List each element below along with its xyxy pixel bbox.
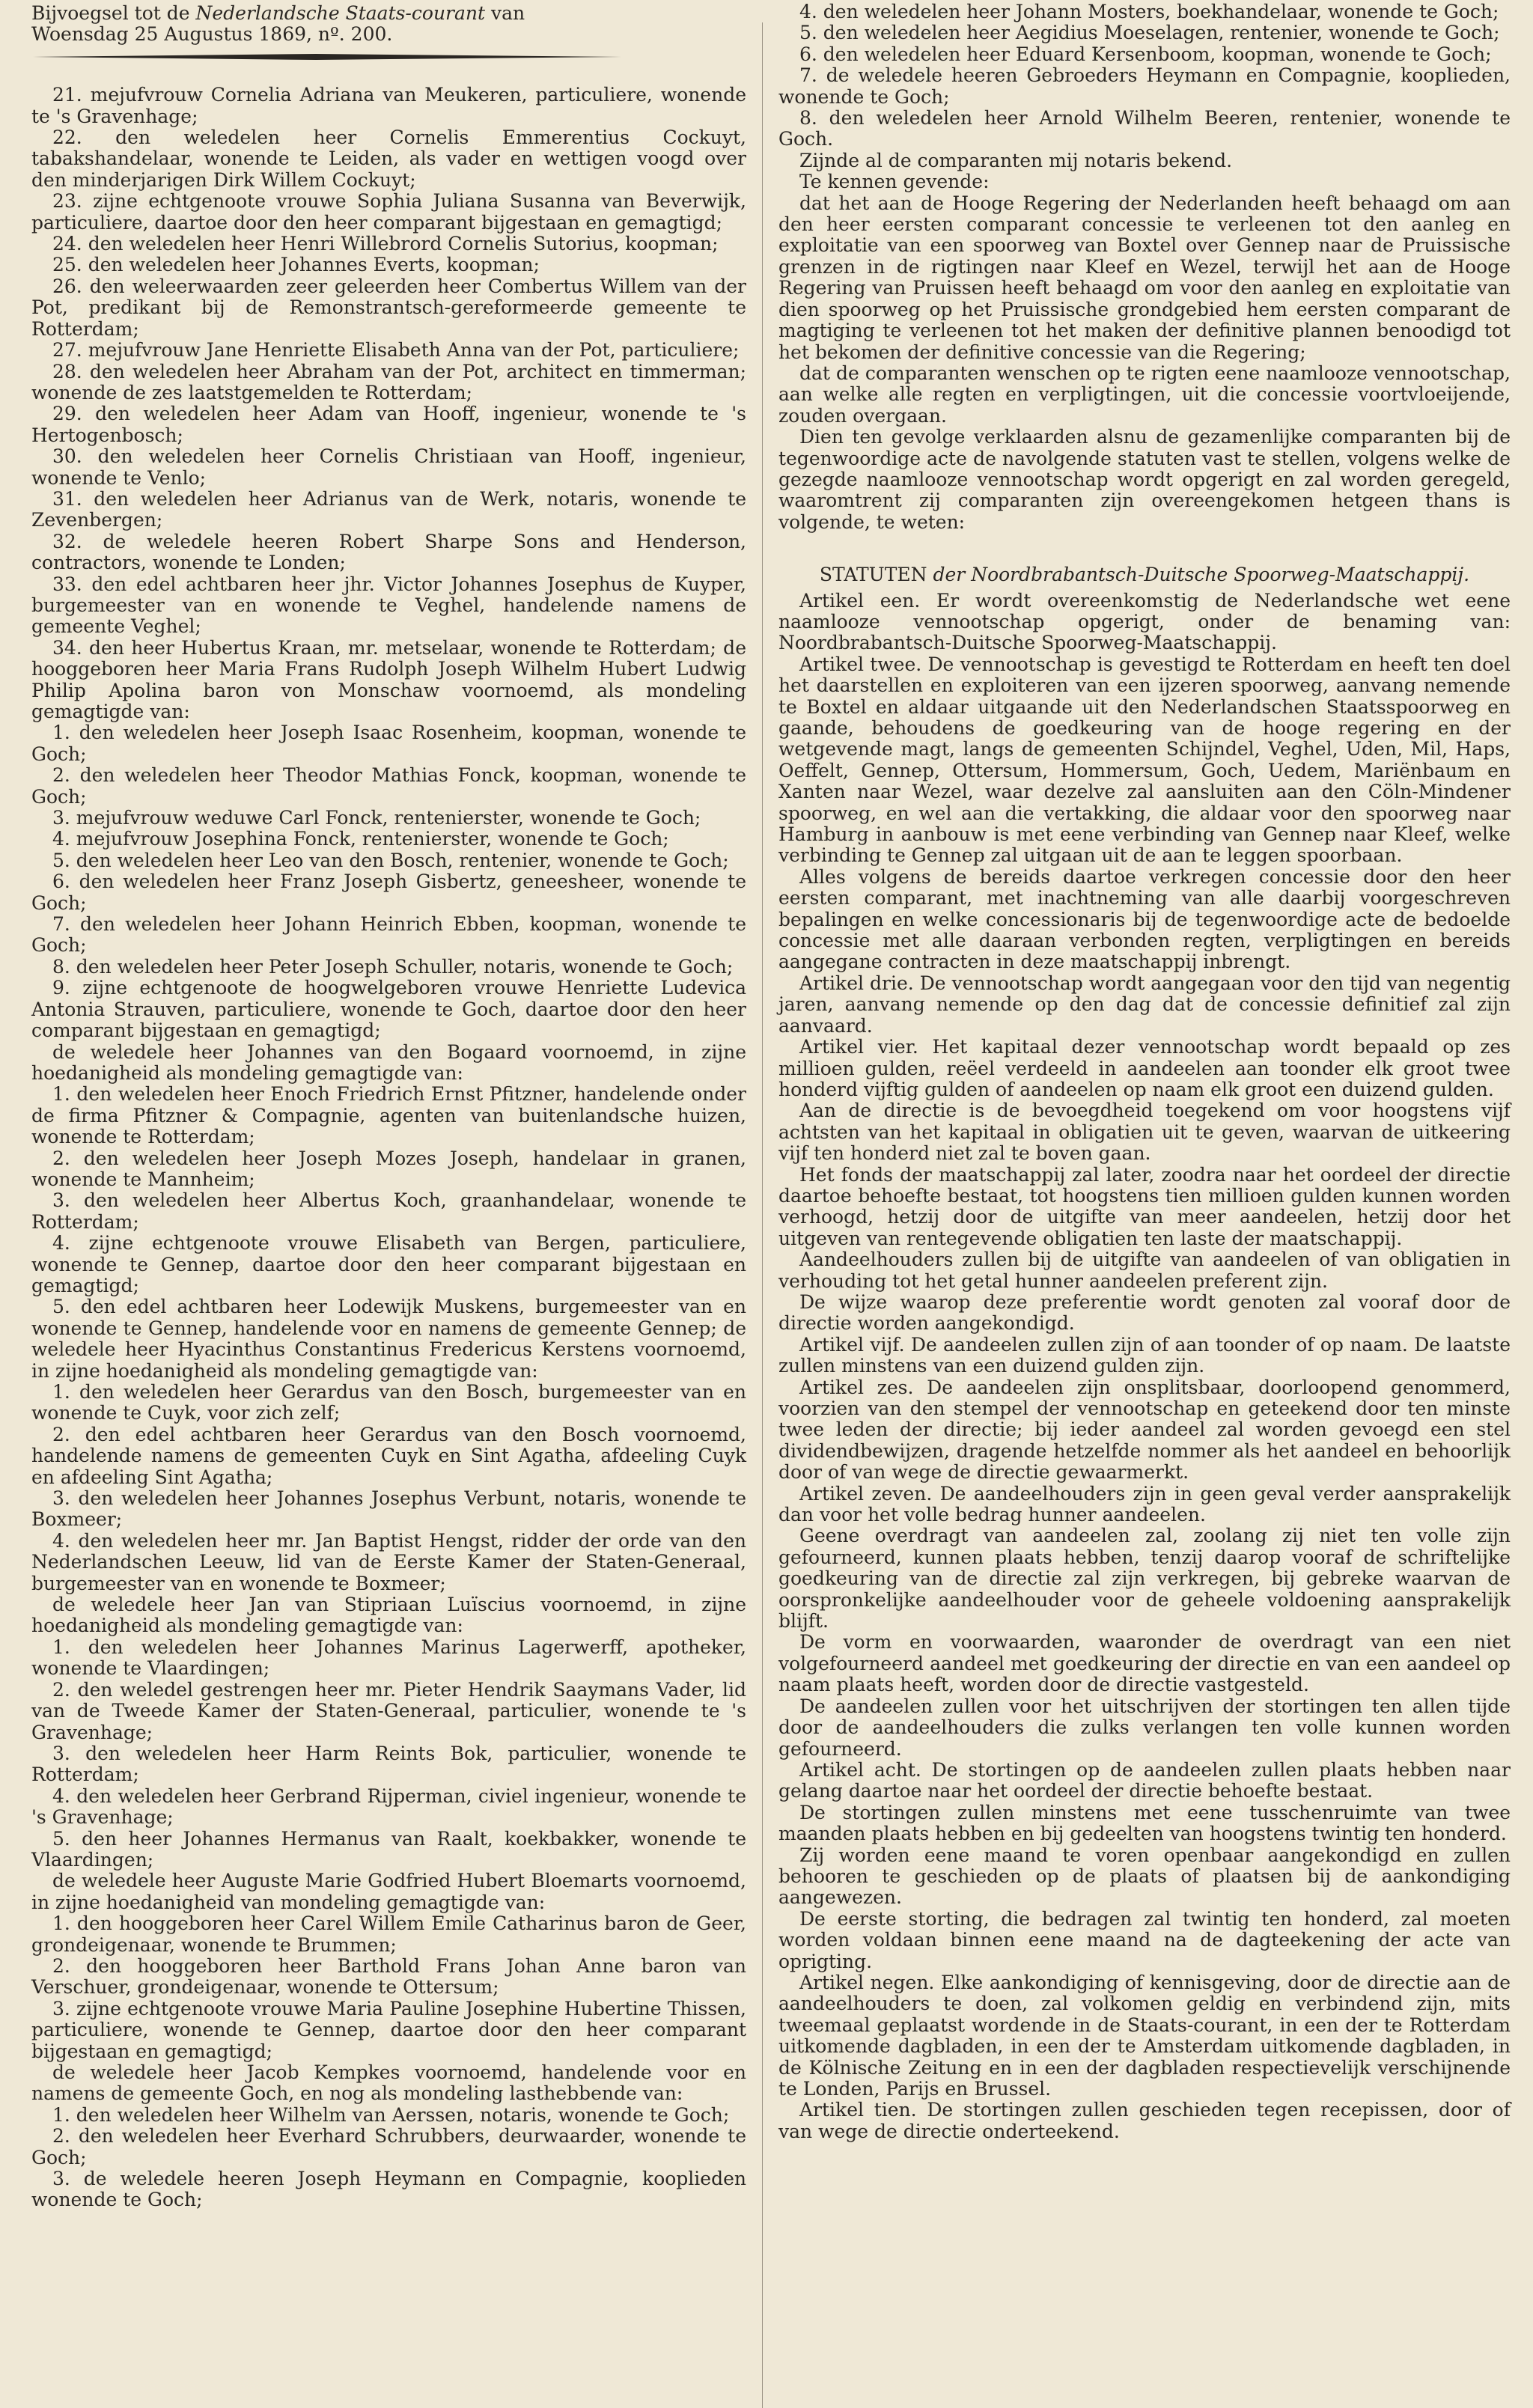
paragraph: 26. den weleerwaarden zeer geleerden heer Combertus Willem van der Pot, predikant bij de Remonstrantsch-gereformeerde gemeente te Rotterdam; — [31, 275, 746, 340]
paragraph: 34. den heer Hubertus Kraan, mr. metselaar, wonende te Rotterdam; de hooggeboren heer Maria Frans Rudolph Joseph Wilhelm Hubert Ludwig Philip Apolina baron von Monschaw voornoemd, als mondeling gemagtigde van: — [31, 636, 746, 722]
paragraph: 2. den hooggeboren heer Barthold Frans Johan Anne baron van Verschuer, grondeigenaar, wonende te Ottersum; — [31, 1954, 746, 1999]
article-paragraph: Artikel een. Er wordt overeenkomstig de Nederlandsche wet eene naamlooze vennootschap opgerigt, onder de benaming van: Noordbrabantsch-Duitsche Spoorweg-Maatschappij. — [778, 589, 1511, 654]
paragraph: 3. den weledelen heer Johannes Josephus Verbunt, notaris, wonende te Boxmeer; — [31, 1487, 746, 1531]
article-paragraph: Artikel vier. Het kapitaal dezer vennootschap wordt bepaald op zes millioen gulden, reëel verdeeld in aandeelen aan toonder elk groot twee honderd vijftig gulden of aandeelen op naam elk groot een duizend gulden. — [778, 1036, 1511, 1100]
paragraph: 4. den weledelen heer mr. Jan Baptist Hengst, ridder der orde van den Nederlandschen Leeuw, lid van de Eerste Kamer der Staten-Generaal, burgemeester van en wonende te Boxmeer; — [31, 1529, 746, 1594]
paragraph: 25. den weledelen heer Johannes Everts, koopman; — [52, 254, 540, 276]
article-paragraph: De eerste storting, die bedragen zal twintig ten honderd, zal moeten worden voldaan binnen eene maand na de dagteekening der acte van oprigting. — [778, 1907, 1511, 1972]
paragraph: Dien ten gevolge verklaarden alsnu de gezamenlijke comparanten bij de tegenwoordige acte de navolgende statuten vast te stellen, volgens welke de gezegde naamlooze vennootschap wordt opgerigt en zal worden geregeld, waaromtrent zij comparanten zijn overeengekomen hetgeen thans is volgende, te weten: — [778, 426, 1511, 533]
paragraph: 31. den weledelen heer Adrianus van de Werk, notaris, wonende te Zevenbergen; — [31, 487, 746, 531]
paragraph: dat de comparanten wenschen op te rigten eene naamlooze vennootschap, aan welke alle regten en verpligtingen, uit die concessie voortvloeijende, zouden overgaan. — [778, 362, 1511, 427]
paragraph: 2. den weledelen heer Theodor Mathias Fonck, koopman, wonende te Goch; — [31, 764, 746, 808]
statuten-heading-prefix: STATUTEN — [819, 564, 933, 586]
right-column-statuten-text — [778, 591, 1511, 2143]
paragraph: 5. den heer Johannes Hermanus van Raalt, koekbakker, wonende te Vlaardingen; — [31, 1827, 746, 1871]
paragraph: dat het aan de Hooge Regering der Nederlanden heeft behaagd om aan den heer eersten comparant concessie te verleenen tot den aanleg en exploitatie van een spoorweg van Boxtel over Gennep naar de Pruissische grenzen in de rigtingen naar Kleef en Wezel, terwijl het aan de Hooge Regering van Pruissen heeft behaagd om voor den aanleg en exploitatie van dien spoorweg op het Pruissische grondgebied hem eersten comparant de magtiging te verleenen tot het maken der definitive plannen benoodigd tot het bekomen der definitive concessie van die Regering; — [778, 192, 1511, 363]
paragraph: 2. den weledelen heer Joseph Mozes Joseph, handelaar in granen, wonende te Mannheim; — [31, 1147, 746, 1190]
article-paragraph: Artikel acht. De stortingen op de aandeelen zullen plaats hebben naar gelang daartoe naar het oordeel der directie behoefte bestaat. — [778, 1758, 1511, 1802]
paragraph: 1. den weledelen heer Johannes Marinus Lagerwerff, apotheker, wonende te Vlaardingen; — [31, 1636, 746, 1680]
column-divider — [762, 22, 763, 2408]
header-date-line: Woensdag 25 Augustus 1869, nº. 200. — [31, 23, 393, 46]
article-paragraph: Aandeelhouders zullen bij de uitgifte van aandeelen of van obligatien in verhouding tot het getal hunner aandeelen preferent zijn. — [778, 1249, 1511, 1292]
statuten-heading-title: der Noordbrabantsch-Duitsche Spoorweg-Maatschappij. — [933, 564, 1470, 586]
article-paragraph: Alles volgens de bereids daartoe verkregen concessie door den heer eersten comparant, met inachtneming van alle daarbij voorgeschreven bepalingen en welke concessionaris bij de tegenwoordige acte de bedoelde concessie met alle daaraan verbonden regten, verpligtingen en bereids aangegane contracten in deze maatschappij inbrengt. — [778, 865, 1511, 973]
paragraph: 1. den hooggeboren heer Carel Willem Emile Catharinus baron de Geer, grondeigenaar, wonende te Brummen; — [31, 1912, 746, 1956]
paragraph: 32. de weledele heeren Robert Sharpe Sons and Henderson, contractors, wonende te Londen; — [31, 530, 746, 574]
paragraph: 23. zijne echtgenoote vrouwe Sophia Juliana Susanna van Beverwijk, particuliere, daartoe door den heer comparant bijgestaan en gemagtigd; — [31, 190, 746, 234]
statuten-heading — [778, 564, 1511, 585]
header-suffix: van — [485, 2, 525, 24]
paragraph: 21. mejufvrouw Cornelia Adriana van Meukeren, particuliere, wonende te 's Gravenhage; — [31, 84, 746, 127]
paragraph: 27. mejufvrouw Jane Henriette Elisabeth Anna van der Pot, particuliere; — [52, 339, 740, 362]
paragraph: 24. den weledelen heer Henri Willebrord Cornelis Sutorius, koopman; — [52, 233, 719, 255]
paragraph: 5. den weledelen heer Aegidius Moeselagen, rentenier, wonende te Goch; — [799, 22, 1500, 44]
paragraph: 1. den weledelen heer Enoch Friedrich Ernst Pfitzner, handelende onder de firma Pfitzner & Compagnie, agenten van buitenlandsche huizen, wonende te Rotterdam; — [31, 1083, 746, 1148]
paragraph: 5. den edel achtbaren heer Lodewijk Muskens, burgemeester van en wonende te Gennep, handelende voor en namens de gemeente Gennep; de weledele heer Hyacinthus Constantinus Fredericus Kerstens voornoemd, in zijne hoedanigheid als mondeling gemagtigde van: — [31, 1296, 746, 1382]
paragraph: 3. de weledele heeren Joseph Heymann en Compagnie, kooplieden wonende te Goch; — [31, 2168, 746, 2211]
paragraph: 28. den weledelen heer Abraham van der Pot, architect en timmerman; wonende de zes laatstgemelden te Rotterdam; — [31, 360, 746, 403]
header-prefix: Bijvoegsel tot de — [31, 2, 196, 24]
article-paragraph: De wijze waarop deze preferentie wordt genoten zal vooraf door de directie worden aangekondigd. — [778, 1290, 1511, 1335]
article-paragraph: De stortingen zullen minstens met eene tusschenruimte van twee maanden plaats hebben en bij gedeelten van hoogstens twintig ten honderd. — [778, 1801, 1511, 1845]
left-column-text — [31, 85, 746, 2211]
paragraph: 3. zijne echtgenoote vrouwe Maria Pauline Josephine Hubertine Thissen, particuliere, wonende te Gennep, daartoe door den heer comparant bijgestaan en gemagtigd; — [31, 1997, 746, 2062]
paragraph: 4. mejufvrouw Josephina Fonck, rentenierster, wonende te Goch; — [52, 828, 669, 850]
paragraph: 2. den weledelen heer Everhard Schrubbers, deurwaarder, wonende te Goch; — [31, 2125, 746, 2168]
header-publication-title: Nederlandsche Staats-courant — [195, 2, 486, 24]
article-paragraph: Zij worden eene maand te voren openbaar aangekondigd en zullen behooren te geschieden op de plaats of plaatsen bij de aankondiging aangewezen. — [778, 1844, 1511, 1909]
header-line-1 — [31, 3, 746, 24]
paragraph: 9. zijne echtgenoote de hoogwelgeboren vrouwe Henriette Ludevica Antonia Strauven, particuliere, wonende te Goch, daartoe door den heer comparant bijgestaan en gemagtigd; — [31, 977, 746, 1042]
article-paragraph: De aandeelen zullen voor het uitschrijven der stortingen ten allen tijde door de aandeelhouders die zulks verlangen ten volle kunnen worden gefourneerd. — [778, 1695, 1511, 1760]
paragraph: 7. den weledelen heer Johann Heinrich Ebben, koopman, wonende te Goch; — [31, 913, 746, 957]
paragraph: Zijnde al de comparanten mij notaris bekend. — [799, 149, 1233, 171]
paragraph: 4. den weledelen heer Johann Mosters, boekhandelaar, wonende te Goch; — [799, 1, 1499, 22]
paragraph: 22. den weledelen heer Cornelis Emmerentius Cockuyt, tabakshandelaar, wonende te Leiden, als vader en wettigen voogd over den minderjarigen Dirk Willem Cockuyt; — [31, 127, 746, 191]
paragraph: 5. den weledelen heer Leo van den Bosch, rentenier, wonende te Goch; — [52, 849, 729, 871]
paragraph: 2. den edel achtbaren heer Gerardus van den Bosch voornoemd, handelende namens de gemeenten Cuyk en Sint Agatha, afdeeling Cuyk en afdeeling Sint Agatha; — [31, 1423, 746, 1488]
article-paragraph: Artikel vijf. De aandeelen zullen zijn of aan toonder of op naam. De laatste zullen minstens van een duizend gulden zijn. — [778, 1333, 1511, 1377]
paragraph: 8. den weledelen heer Arnold Wilhelm Beeren, rentenier, wonende te Goch. — [778, 107, 1511, 150]
page-header — [31, 3, 746, 46]
paragraph: 3. den weledelen heer Harm Reints Bok, particulier, wonende te Rotterdam; — [31, 1742, 746, 1786]
paragraph: 7. de weledele heeren Gebroeders Heymann en Compagnie, kooplieden, wonende te Goch; — [778, 64, 1511, 108]
paragraph: 33. den edel achtbaren heer jhr. Victor Johannes Josephus de Kuyper, burgemeester van en wonende te Veghel, handelende namens de gemeente Veghel; — [31, 573, 746, 638]
paragraph: 6. den weledelen heer Franz Joseph Gisbertz, geneesheer, wonende te Goch; — [31, 871, 746, 914]
article-paragraph: Artikel zes. De aandeelen zijn onsplitsbaar, doorloopend genommerd, voorzien van den stempel der vennootschap en geteekend door ten minste twee leden der directie; bij ieder aandeel zal worden gevoegd een stel dividendbewijzen, dragende hetzelfde nommer als het aandeel en behoorlijk door of van wege de directie gewaarmerkt. — [778, 1376, 1511, 1484]
article-paragraph: Artikel drie. De vennootschap wordt aangegaan voor den tijd van negentig jaren, aanvang nemende op den dag dat de concessie definitief zal zijn aanvaard. — [778, 972, 1511, 1037]
paragraph: Te kennen gevende: — [799, 171, 990, 193]
paragraph: de weledele heer Johannes van den Bogaard voornoemd, in zijne hoedanigheid als mondeling gemagtigde van: — [31, 1040, 746, 1084]
article-paragraph: Artikel twee. De vennootschap is gevestigd te Rotterdam en heeft ten doel het daarstellen en exploiteren van een ijzeren spoorweg, aanvang nemende te Boxtel en aldaar uitgaande uit den Nederlandschen Staatsspoorweg en gaande, behoudens de goedkeuring van de hooge regering en der wetgevende magt, langs de gemeenten Schijndel, Veghel, Uden, Mil, Haps, Oeffelt, Gennep, Ottersum, Hommersum, Goch, Uedem, Mariënbaum en Xanten naar Wezel, waar dezelve zal aansluiten aan den Cöln-Mindener spoorweg, en wel aan die vertakking, die aldaar voor den spoorweg naar Hamburg in aanbouw is met eene verbinding van Gennep naar Kleef, welke verbinding te Gennep zal uitgaan uit de aan te leggen spoorbaan. — [778, 653, 1511, 867]
paragraph: 30. den weledelen heer Cornelis Christiaan van Hooff, ingenieur, wonende te Venlo; — [31, 445, 746, 489]
right-column-top-text — [778, 1, 1511, 533]
paragraph: 3. den weledelen heer Albertus Koch, graanhandelaar, wonende te Rotterdam; — [31, 1189, 746, 1233]
paragraph: de weledele heer Auguste Marie Godfried Hubert Bloemarts voornoemd, in zijne hoedanigheid van mondeling gemagtigde van: — [31, 1870, 746, 1913]
article-paragraph: De vorm en voorwaarden, waaronder de overdragt van een niet volgefourneerd aandeel met goedkeuring der directie en van een aandeel op naam plaats heeft, worden door de directie vastgesteld. — [778, 1631, 1511, 1696]
paragraph: 4. den weledelen heer Gerbrand Rijperman, civiel ingenieur, wonende te 's Gravenhage; — [31, 1784, 746, 1829]
paragraph: 6. den weledelen heer Eduard Kersenboom, koopman, wonende te Goch; — [799, 43, 1492, 65]
article-paragraph: Artikel tien. De stortingen zullen geschieden tegen recepissen, door of van wege de directie onderteekend. — [778, 2099, 1511, 2142]
article-paragraph: Artikel negen. Elke aankondiging of kennisgeving, door de directie aan de aandeelhouders te doen, zal volkomen geldig en verbindend zijn, mits tweemaal geplaatst wordende in de Staats-courant, in een der te Rotterdam uitkomende dagbladen, in een der te Amsterdam uitkomende dagbladen, in de Kölnische Zeitung en in een der dagbladen respectievelijk verschijnende te Londen, Parijs en Brussel. — [778, 1971, 1511, 2100]
paragraph: 8. den weledelen heer Peter Joseph Schuller, notaris, wonende te Goch; — [52, 955, 734, 978]
right-column — [778, 1, 1511, 2408]
paragraph: 1. den weledelen heer Gerardus van den Bosch, burgemeester van en wonende te Cuyk, voor zich zelf; — [31, 1381, 746, 1424]
decorative-rule — [31, 52, 623, 62]
paragraph: 1. den weledelen heer Joseph Isaac Rosenheim, koopman, wonende te Goch; — [31, 722, 746, 765]
article-paragraph: Het fonds der maatschappij zal later, zoodra naar het oordeel der directie daartoe behoefte bestaat, tot hoogstens tien millioen gulden kunnen worden verhoogd, hetzij door de uitgifte van meer aandeelen, hetzij door het uitgeven van rentegevende obligatien ten laste der maatschappij. — [778, 1163, 1511, 1249]
paragraph: de weledele heer Jacob Kempkes voornoemd, handelende voor en namens de gemeente Goch, en nog als mondeling lasthebbende van: — [31, 2061, 746, 2105]
paragraph: de weledele heer Jan van Stipriaan Luïscius voornoemd, in zijne hoedanigheid als mondeling gemagtigde van: — [31, 1594, 746, 1637]
article-paragraph: Geene overdragt van aandeelen zal, zoolang zij niet ten volle zijn gefourneerd, kunnen plaats hebben, tenzij daarop vooraf de schriftelijke goedkeuring van de directie zal zijn verkregen, bij gebreke waarvan de oorspronkelijke aandeelhouder voor de geheele voldoening aansprakelijk blijft. — [778, 1525, 1511, 1633]
paragraph: 1. den weledelen heer Wilhelm van Aerssen, notaris, wonende te Goch; — [52, 2103, 730, 2126]
article-paragraph: Aan de directie is de bevoegdheid toegekend om voor hoogstens vijf achtsten van het kapitaal in obligatien uit te geven, waarvan de uitkeering vijf ten honderd niet zal te boven gaan. — [778, 1100, 1511, 1165]
paragraph: 2. den weledel gestrengen heer mr. Pieter Hendrik Saaymans Vader, lid van de Tweede Kamer der Staten-Generaal, particulier, wonende te 's Gravenhage; — [31, 1678, 746, 1743]
paragraph: 3. mejufvrouw weduwe Carl Fonck, rentenierster, wonende te Goch; — [52, 807, 701, 829]
left-column — [31, 3, 746, 2408]
article-paragraph: Artikel zeven. De aandeelhouders zijn in geen geval verder aansprakelijk dan voor het volle bedrag hunner aandeelen. — [778, 1482, 1511, 1526]
paragraph: 4. zijne echtgenoote vrouwe Elisabeth van Bergen, particuliere, wonende te Gennep, daartoe door den heer comparant bijgestaan en gemagtigd; — [31, 1232, 746, 1296]
paragraph: 29. den weledelen heer Adam van Hooff, ingenieur, wonende te 's Hertogenbosch; — [31, 403, 746, 446]
